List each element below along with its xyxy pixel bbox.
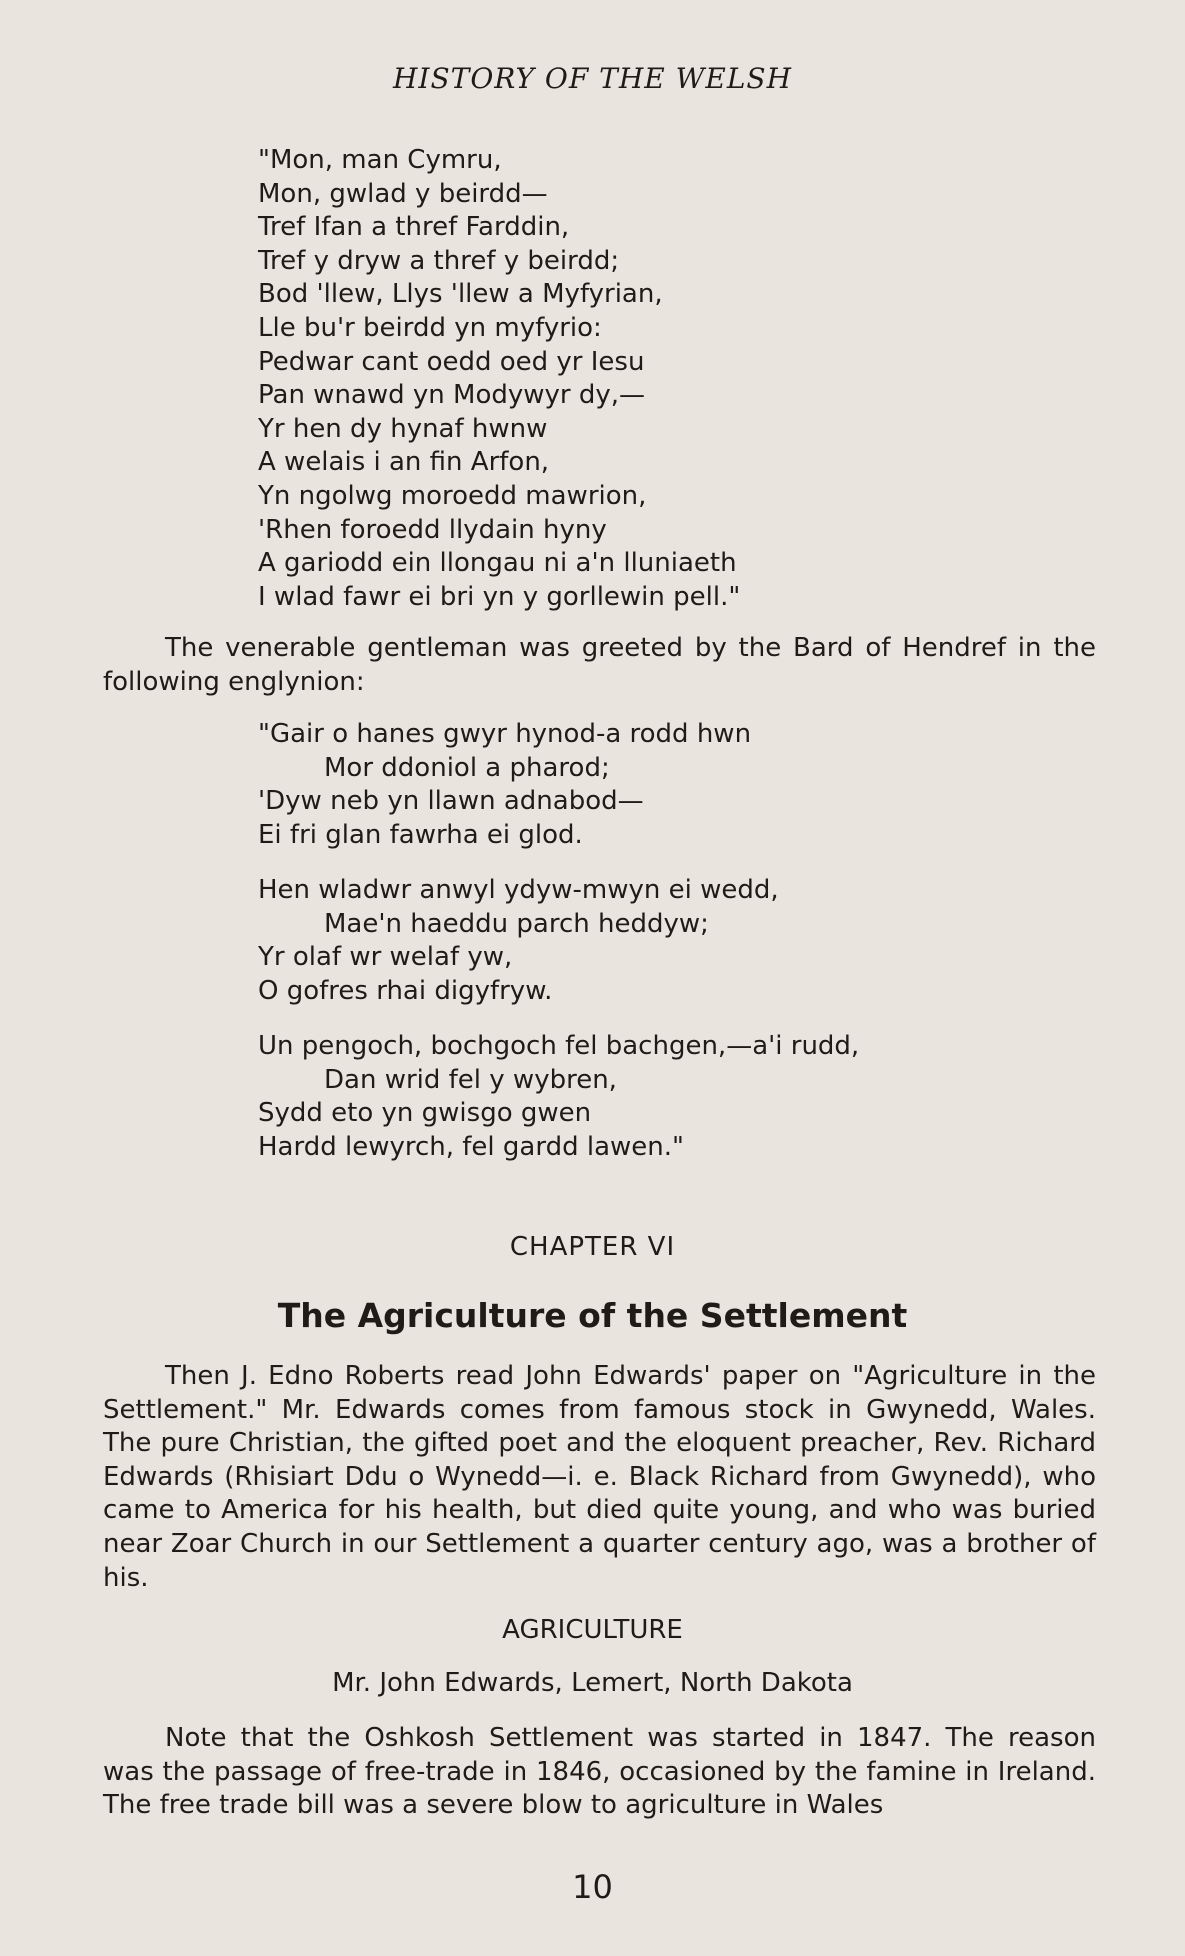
paragraph-text: Then J. Edno Roberts read John Edwards' paper on "Agriculture in the Settlement." Mr. Edwards comes from famous stock in Gwynedd, Wales. The pure Christian, the gifted poet and the eloquent preacher, Rev. Richard Edwards (Rhisiart Ddu o Wynedd—i. e. Black Richard from Gwynedd), who came to America for his health, but died quite young, and who was buried near Zoar Church in our Settlement a quarter century ago, was a brother of his.: [103, 1361, 1096, 1593]
poem-line: Pedwar cant oedd oed yr Iesu: [258, 346, 645, 377]
poem-line: A gariodd ein llongau ni a'n lluniaeth: [258, 548, 737, 579]
poem-line: Mor ddoniol a pharod;: [324, 752, 610, 783]
running-head: HISTORY OF THE WELSH: [392, 62, 793, 95]
chapter-label: CHAPTER VI: [509, 1232, 676, 1262]
poem-line: Dan wrid fel y wybren,: [324, 1064, 617, 1095]
poem-line: Mae'n haeddu parch heddyw;: [324, 908, 709, 939]
poem-line: I wlad fawr ei bri yn y gorllewin pell.": [258, 581, 741, 612]
paragraph-text: Note that the Oshkosh Settlement was started in 1847. The reason was the passage of free-trade in 1846, occasioned by the famine in Ireland. The free trade bill was a severe blow to agriculture in Wales: [103, 1723, 1096, 1821]
chapter-title: The Agriculture of the Settlement: [277, 1296, 908, 1335]
poem-line: Sydd eto yn gwisgo gwen: [258, 1098, 592, 1129]
poem-line: Lle bu'r beirdd yn myfyrio:: [258, 312, 602, 343]
poem-line: Un pengoch, bochgoch fel bachgen,—a'i rudd,: [258, 1031, 860, 1061]
section-heading: AGRICULTURE: [502, 1615, 683, 1645]
body-paragraph: [103, 632, 1096, 699]
poem-line: O gofres rhai digyfryw.: [258, 975, 553, 1006]
poem-line: A welais i an fin Arfon,: [258, 447, 550, 478]
poem-line: Yn ngolwg moroedd mawrion,: [258, 480, 647, 511]
paragraph-text: The venerable gentleman was greeted by the Bard of Hendref in the following englynion:: [103, 633, 1096, 697]
poem-line: Bod 'llew, Llys 'llew a Myfyrian,: [258, 279, 663, 310]
poem-stanza: [258, 144, 1158, 614]
poem-line: Tref Ifan a thref Farddin,: [258, 212, 570, 243]
poem-line: 'Rhen foroedd llydain hyny: [258, 514, 607, 545]
poem-line: Tref y dryw a thref y beirdd;: [258, 245, 620, 276]
poem-line: Hen wladwr anwyl ydyw-mwyn ei wedd,: [258, 875, 779, 905]
poem-line: Mon, gwlad y beirdd—: [258, 178, 548, 209]
englyn-stanza: [258, 718, 1158, 852]
poem-line: Yr olaf wr welaf yw,: [258, 942, 513, 973]
poem-line: "Gair o hanes gwyr hynod-a rodd hwn: [258, 719, 752, 749]
englyn-stanza: [258, 874, 1158, 1008]
page-number: 10: [572, 1868, 613, 1906]
poem-line: Yr hen dy hynaf hwnw: [258, 413, 548, 444]
poem-line: "Mon, man Cymru,: [258, 145, 502, 175]
poem-line: 'Dyw neb yn llawn adnabod—: [258, 786, 644, 817]
poem-line: Ei fri glan fawrha ei glod.: [258, 819, 583, 850]
author-byline: Mr. John Edwards, Lemert, North Dakota: [332, 1668, 853, 1698]
body-paragraph: [103, 1722, 1096, 1823]
englyn-stanza: [258, 1030, 1158, 1164]
body-paragraph: [103, 1360, 1096, 1595]
poem-line: Hardd lewyrch, fel gardd lawen.": [258, 1131, 684, 1162]
poem-line: Pan wnawd yn Modywyr dy,—: [258, 380, 646, 411]
